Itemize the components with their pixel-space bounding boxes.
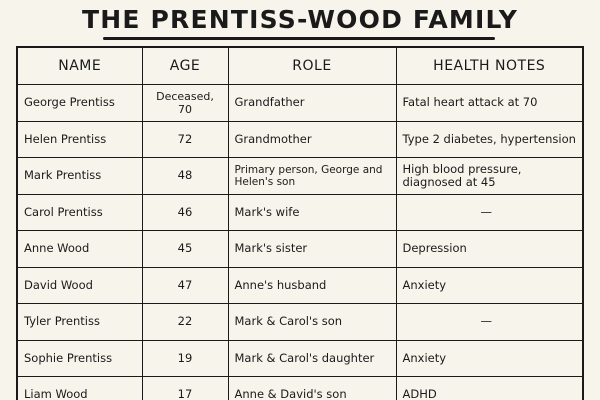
cell-age: 72 [142, 121, 228, 158]
cell-health-notes: Anxiety [396, 340, 583, 377]
header-health-notes: HEALTH NOTES [396, 47, 583, 85]
cell-health-notes: High blood pressure, diagnosed at 45 [396, 158, 583, 195]
cell-name: Mark Prentiss [17, 158, 142, 195]
cell-age: 46 [142, 194, 228, 231]
page-title: THE PRENTISS-WOOD FAMILY [81, 5, 519, 34]
table-row [17, 267, 583, 304]
cell-age: 22 [142, 304, 228, 341]
cell-role: Grandfather [228, 85, 396, 122]
cell-name: Tyler Prentiss [17, 304, 142, 341]
cell-age: 45 [142, 231, 228, 268]
cell-role: Anne's husband [228, 267, 396, 304]
table-row [17, 85, 583, 122]
cell-age: Deceased, 70 [142, 85, 228, 122]
cell-health-notes: Fatal heart attack at 70 [396, 85, 583, 122]
cell-role: Grandmother [228, 121, 396, 158]
cell-role: Primary person, George and Helen's son [228, 158, 396, 195]
cell-name: George Prentiss [17, 85, 142, 122]
cell-health-notes: Anxiety [396, 267, 583, 304]
table-header-row [17, 47, 583, 85]
cell-name: David Wood [17, 267, 142, 304]
cell-role: Anne & David's son [228, 377, 396, 400]
cell-health-notes: ADHD [396, 377, 583, 400]
cell-name: Carol Prentiss [17, 194, 142, 231]
cell-health-notes: — [396, 304, 583, 341]
cell-health-notes: Type 2 diabetes, hypertension [396, 121, 583, 158]
cell-health-notes: Depression [396, 231, 583, 268]
cell-role: Mark & Carol's daughter [228, 340, 396, 377]
cell-role: Mark's wife [228, 194, 396, 231]
cell-role: Mark's sister [228, 231, 396, 268]
title-underline [103, 37, 495, 40]
cell-age: 19 [142, 340, 228, 377]
cell-age: 48 [142, 158, 228, 195]
header-age: AGE [142, 47, 228, 85]
cell-age: 47 [142, 267, 228, 304]
table-row [17, 231, 583, 268]
cell-name: Helen Prentiss [17, 121, 142, 158]
family-table [16, 46, 584, 400]
cell-age: 17 [142, 377, 228, 400]
cell-role: Mark & Carol's son [228, 304, 396, 341]
table-row [17, 377, 583, 400]
table-row [17, 121, 583, 158]
table-row [17, 158, 583, 195]
table-row [17, 194, 583, 231]
cell-name: Sophie Prentiss [17, 340, 142, 377]
cell-health-notes: — [396, 194, 583, 231]
cell-name: Anne Wood [17, 231, 142, 268]
cell-name: Liam Wood [17, 377, 142, 400]
table-row [17, 304, 583, 341]
header-role: ROLE [228, 47, 396, 85]
table-row [17, 340, 583, 377]
header-name: NAME [17, 47, 142, 85]
